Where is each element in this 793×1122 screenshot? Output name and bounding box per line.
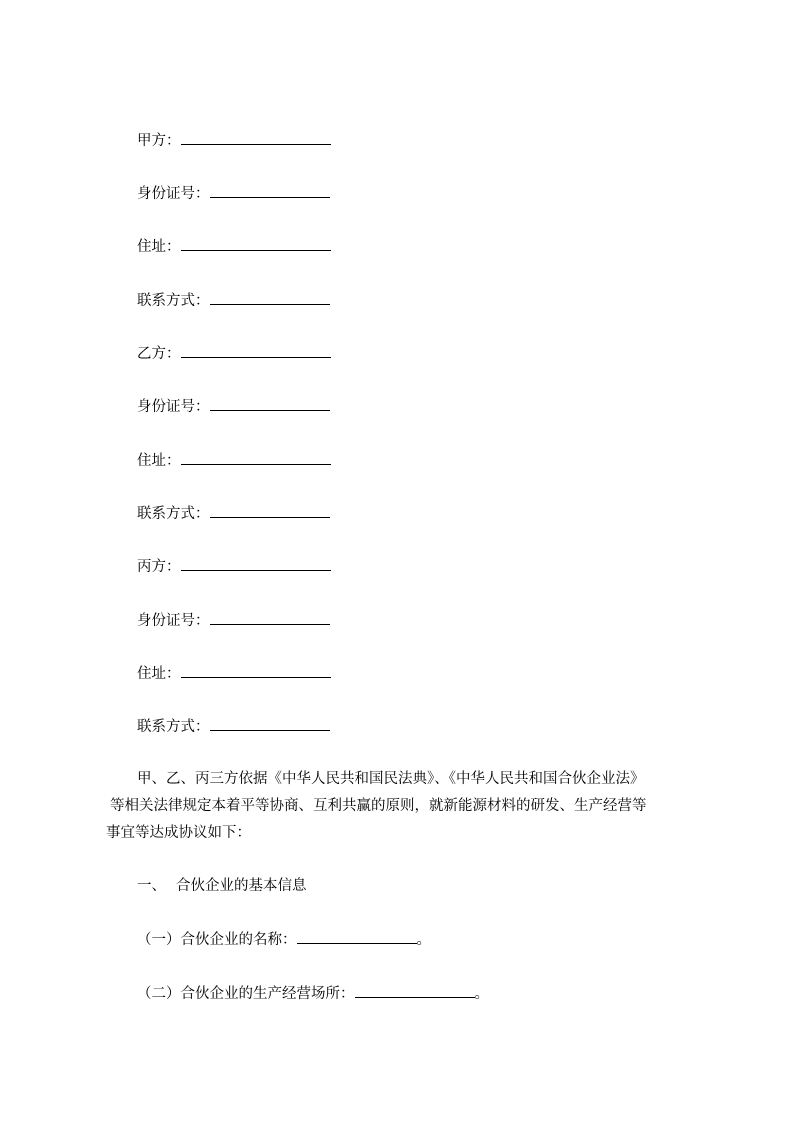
party-b-contact-field bbox=[137, 503, 330, 525]
preamble-line-1: 甲、乙、丙三方依据《中华人民共和国民法典》、《中华人民共和国合伙企业法》 bbox=[137, 771, 645, 787]
party-a-contact-label: 联系方式： bbox=[137, 293, 210, 309]
party-c-id-field bbox=[137, 610, 330, 632]
party-c-label: 丙方： bbox=[137, 559, 181, 575]
party-c-contact-blank[interactable] bbox=[210, 716, 330, 731]
clause-1-blank[interactable] bbox=[297, 929, 417, 944]
party-a-contact-field bbox=[137, 290, 330, 312]
clause-1-end: 。 bbox=[416, 932, 431, 948]
party-c-address-field bbox=[137, 663, 331, 685]
clause-2 bbox=[137, 983, 489, 1005]
party-a-contact-blank[interactable] bbox=[210, 290, 330, 305]
party-c-blank[interactable] bbox=[181, 556, 331, 571]
party-b-id-blank[interactable] bbox=[210, 396, 330, 411]
party-a-address-field bbox=[137, 236, 331, 258]
clause-1-number: （一） bbox=[137, 932, 181, 948]
party-b-id-label: 身份证号： bbox=[137, 399, 210, 415]
party-b-blank[interactable] bbox=[181, 343, 331, 358]
party-a-address-blank[interactable] bbox=[181, 236, 331, 251]
party-a-id-label: 身份证号： bbox=[137, 186, 210, 202]
party-b-address-blank[interactable] bbox=[181, 450, 331, 465]
party-a-field bbox=[137, 130, 331, 152]
party-c-contact-label: 联系方式： bbox=[137, 719, 210, 735]
party-c-id-blank[interactable] bbox=[210, 610, 330, 625]
party-c-id-label: 身份证号： bbox=[137, 613, 210, 629]
section-1-heading bbox=[137, 875, 307, 897]
clause-1-text: 合伙企业的名称： bbox=[180, 932, 297, 948]
clause-2-end: 。 bbox=[474, 986, 489, 1002]
party-b-field bbox=[137, 343, 331, 365]
party-b-contact-blank[interactable] bbox=[210, 503, 330, 518]
party-a-address-label: 住址： bbox=[137, 239, 181, 255]
party-c-address-blank[interactable] bbox=[181, 663, 331, 678]
clause-2-number: （二） bbox=[137, 986, 181, 1002]
party-a-blank[interactable] bbox=[181, 130, 331, 145]
party-a-id-field bbox=[137, 183, 330, 205]
party-b-contact-label: 联系方式： bbox=[137, 506, 210, 522]
preamble-paragraph bbox=[106, 766, 706, 847]
clause-1 bbox=[137, 929, 431, 951]
party-a-id-blank[interactable] bbox=[210, 183, 330, 198]
party-c-address-label: 住址： bbox=[137, 666, 181, 682]
party-c-field bbox=[137, 556, 331, 578]
clause-2-text: 合伙企业的生产经营场所： bbox=[180, 986, 355, 1002]
clause-2-blank[interactable] bbox=[355, 983, 475, 998]
party-c-contact-field bbox=[137, 716, 330, 738]
party-b-address-label: 住址： bbox=[137, 453, 181, 469]
party-b-label: 乙方： bbox=[137, 346, 181, 362]
section-1-number: 一、 bbox=[137, 878, 166, 894]
party-a-label: 甲方： bbox=[137, 133, 181, 149]
preamble-line-2: 等相关法律规定本着平等协商、互利共赢的原则，就新能源材料的研发、生产经营等 bbox=[110, 798, 647, 814]
preamble-line-3: 事宜等达成协议如下： bbox=[106, 825, 251, 841]
party-b-id-field bbox=[137, 396, 330, 418]
party-b-address-field bbox=[137, 450, 331, 472]
section-1-title: 合伙企业的基本信息 bbox=[176, 878, 307, 894]
